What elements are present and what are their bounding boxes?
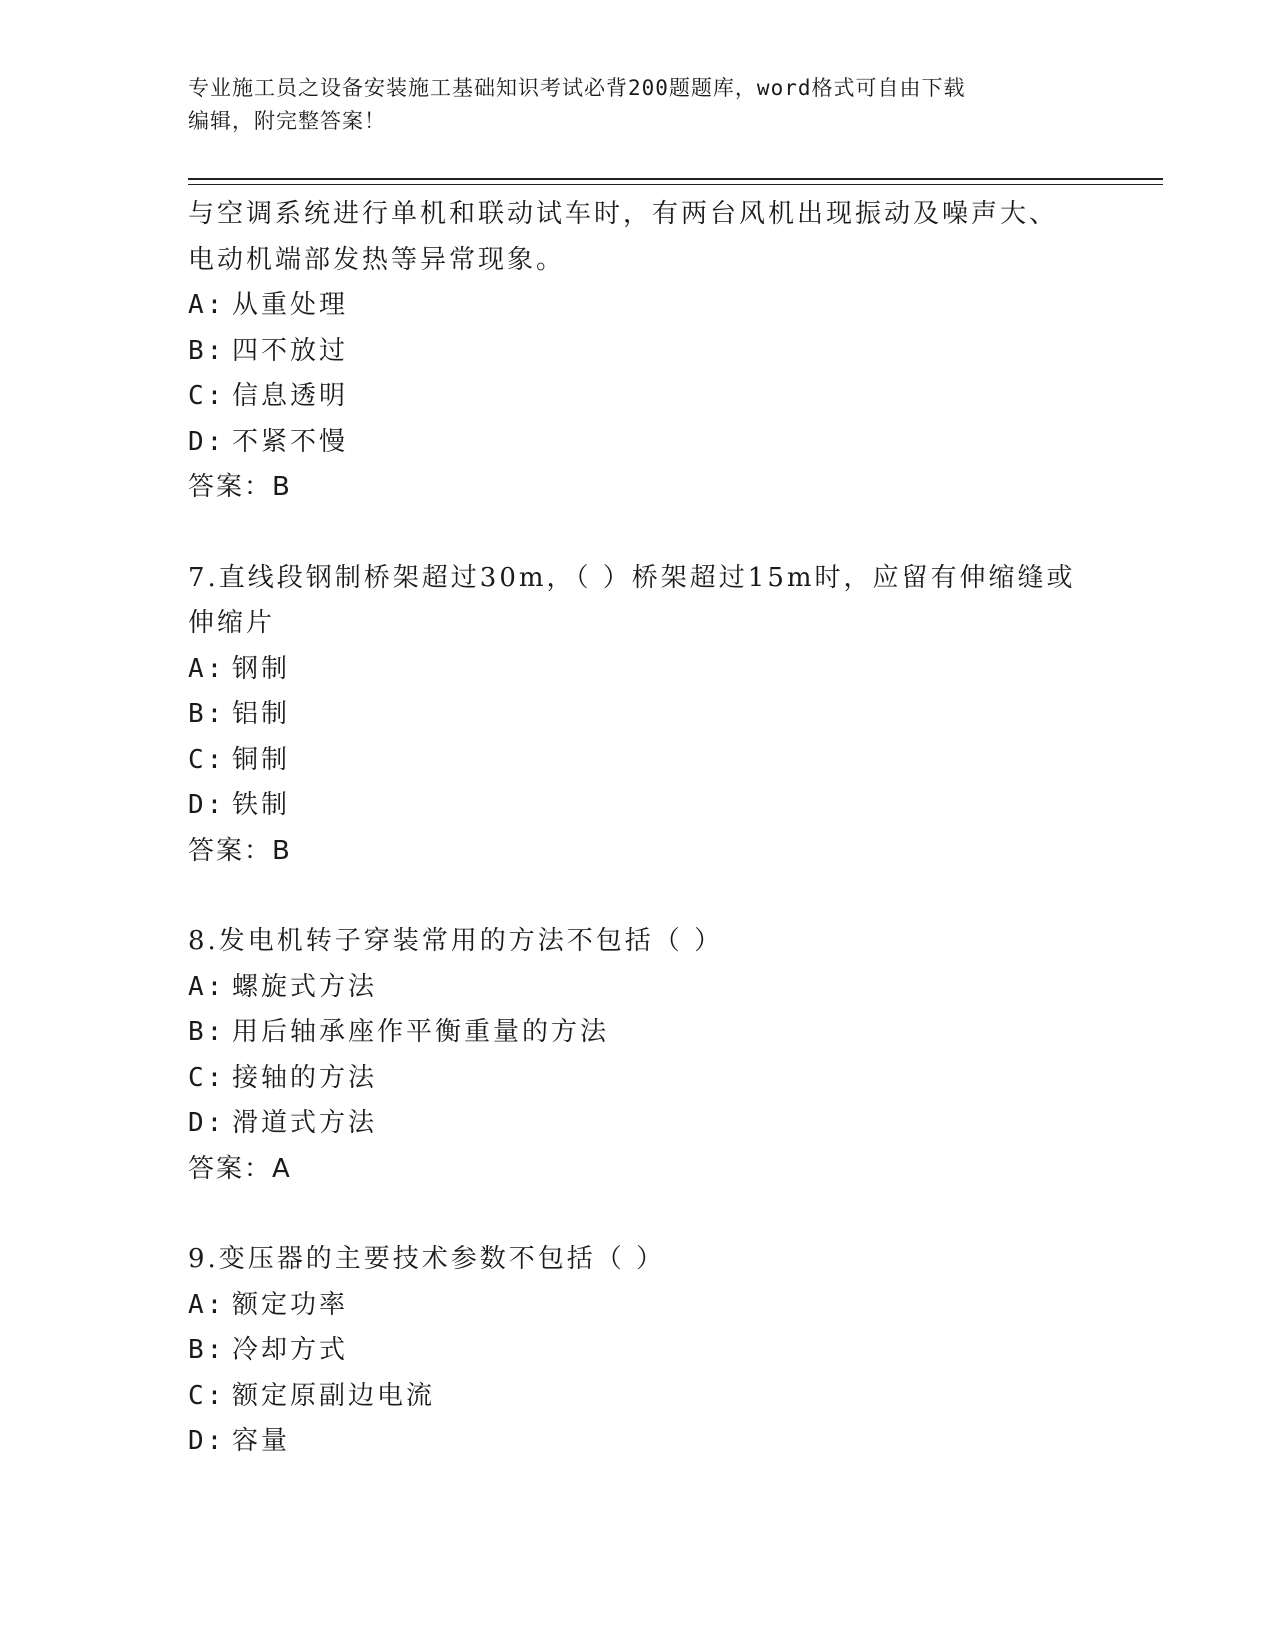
option-letter: C: bbox=[188, 381, 226, 411]
option-text: 滑道式方法 bbox=[232, 1108, 378, 1138]
option-letter: C: bbox=[188, 744, 226, 775]
option-letter: A: bbox=[188, 971, 226, 1002]
option-letter: B: bbox=[188, 1017, 226, 1047]
option-letter: D: bbox=[188, 1108, 226, 1138]
option-letter: A: bbox=[188, 1289, 226, 1320]
answer-line: 答案：B bbox=[188, 472, 292, 502]
option-letter: B: bbox=[188, 1335, 226, 1365]
option-c bbox=[188, 738, 1088, 784]
option-text: 接轴的方法 bbox=[232, 1062, 378, 1093]
question-stem-line: 8.发电机转子穿装常用的方法不包括（ ） bbox=[188, 926, 724, 956]
question-block bbox=[188, 192, 1088, 511]
option-letter: D: bbox=[188, 790, 226, 820]
option-letter: A: bbox=[188, 290, 226, 320]
header-divider-thin bbox=[188, 184, 1163, 185]
option-letter: C: bbox=[188, 1062, 226, 1093]
question-stem-line: 与空调系统进行单机和联动试车时，有两台风机出现振动及噪声大、 bbox=[188, 199, 1059, 229]
option-text: 额定功率 bbox=[232, 1289, 349, 1320]
option-d bbox=[188, 783, 1088, 829]
option-letter: C: bbox=[188, 1380, 226, 1411]
option-text: 冷却方式 bbox=[232, 1335, 349, 1365]
option-text: 额定原副边电流 bbox=[232, 1380, 436, 1411]
option-c bbox=[188, 1374, 1088, 1420]
question-block bbox=[188, 556, 1088, 875]
option-d bbox=[188, 1101, 1088, 1147]
option-text: 钢制 bbox=[232, 653, 291, 684]
option-text: 铁制 bbox=[232, 790, 291, 820]
option-text: 用后轴承座作平衡重量的方法 bbox=[232, 1017, 610, 1047]
header-divider-thick bbox=[188, 178, 1163, 180]
option-c bbox=[188, 374, 1088, 420]
document-header bbox=[188, 72, 1088, 138]
question-block bbox=[188, 919, 1088, 1192]
option-d bbox=[188, 420, 1088, 466]
option-letter: D: bbox=[188, 426, 226, 457]
header-line-2: 编辑，附完整答案！ bbox=[188, 109, 386, 133]
option-letter: A: bbox=[188, 653, 226, 684]
question-stem-line: 伸缩片 bbox=[188, 608, 276, 638]
option-d bbox=[188, 1419, 1088, 1465]
option-letter: B: bbox=[188, 699, 226, 729]
header-line-1: 专业施工员之设备安装施工基础知识考试必背200题题库，word格式可自由下载 bbox=[188, 76, 966, 100]
option-a bbox=[188, 965, 1088, 1011]
question-stem-line: 9.变压器的主要技术参数不包括（ ） bbox=[188, 1244, 666, 1274]
option-text: 螺旋式方法 bbox=[232, 971, 378, 1002]
option-b bbox=[188, 1328, 1088, 1374]
question-list bbox=[188, 192, 1088, 1465]
option-a bbox=[188, 647, 1088, 693]
option-text: 容量 bbox=[232, 1426, 291, 1456]
question-block bbox=[188, 1237, 1088, 1465]
option-b bbox=[188, 1010, 1088, 1056]
option-letter: D: bbox=[188, 1426, 226, 1456]
option-text: 铜制 bbox=[232, 744, 291, 775]
option-b bbox=[188, 692, 1088, 738]
option-c bbox=[188, 1056, 1088, 1102]
option-b bbox=[188, 329, 1088, 375]
answer-line: 答案：A bbox=[188, 1153, 292, 1184]
option-text: 铝制 bbox=[232, 699, 291, 729]
option-text: 四不放过 bbox=[232, 335, 349, 366]
option-a bbox=[188, 1283, 1088, 1329]
question-stem-line: 电动机端部发热等异常现象。 bbox=[188, 244, 566, 275]
question-stem-line: 7.直线段钢制桥架超过30m，（ ）桥架超过15m时，应留有伸缩缝或 bbox=[188, 562, 1076, 593]
option-letter: B: bbox=[188, 335, 226, 366]
answer-line: 答案：B bbox=[188, 835, 292, 866]
option-text: 不紧不慢 bbox=[232, 426, 349, 457]
option-text: 从重处理 bbox=[232, 290, 349, 320]
option-a bbox=[188, 283, 1088, 329]
option-text: 信息透明 bbox=[232, 381, 349, 411]
